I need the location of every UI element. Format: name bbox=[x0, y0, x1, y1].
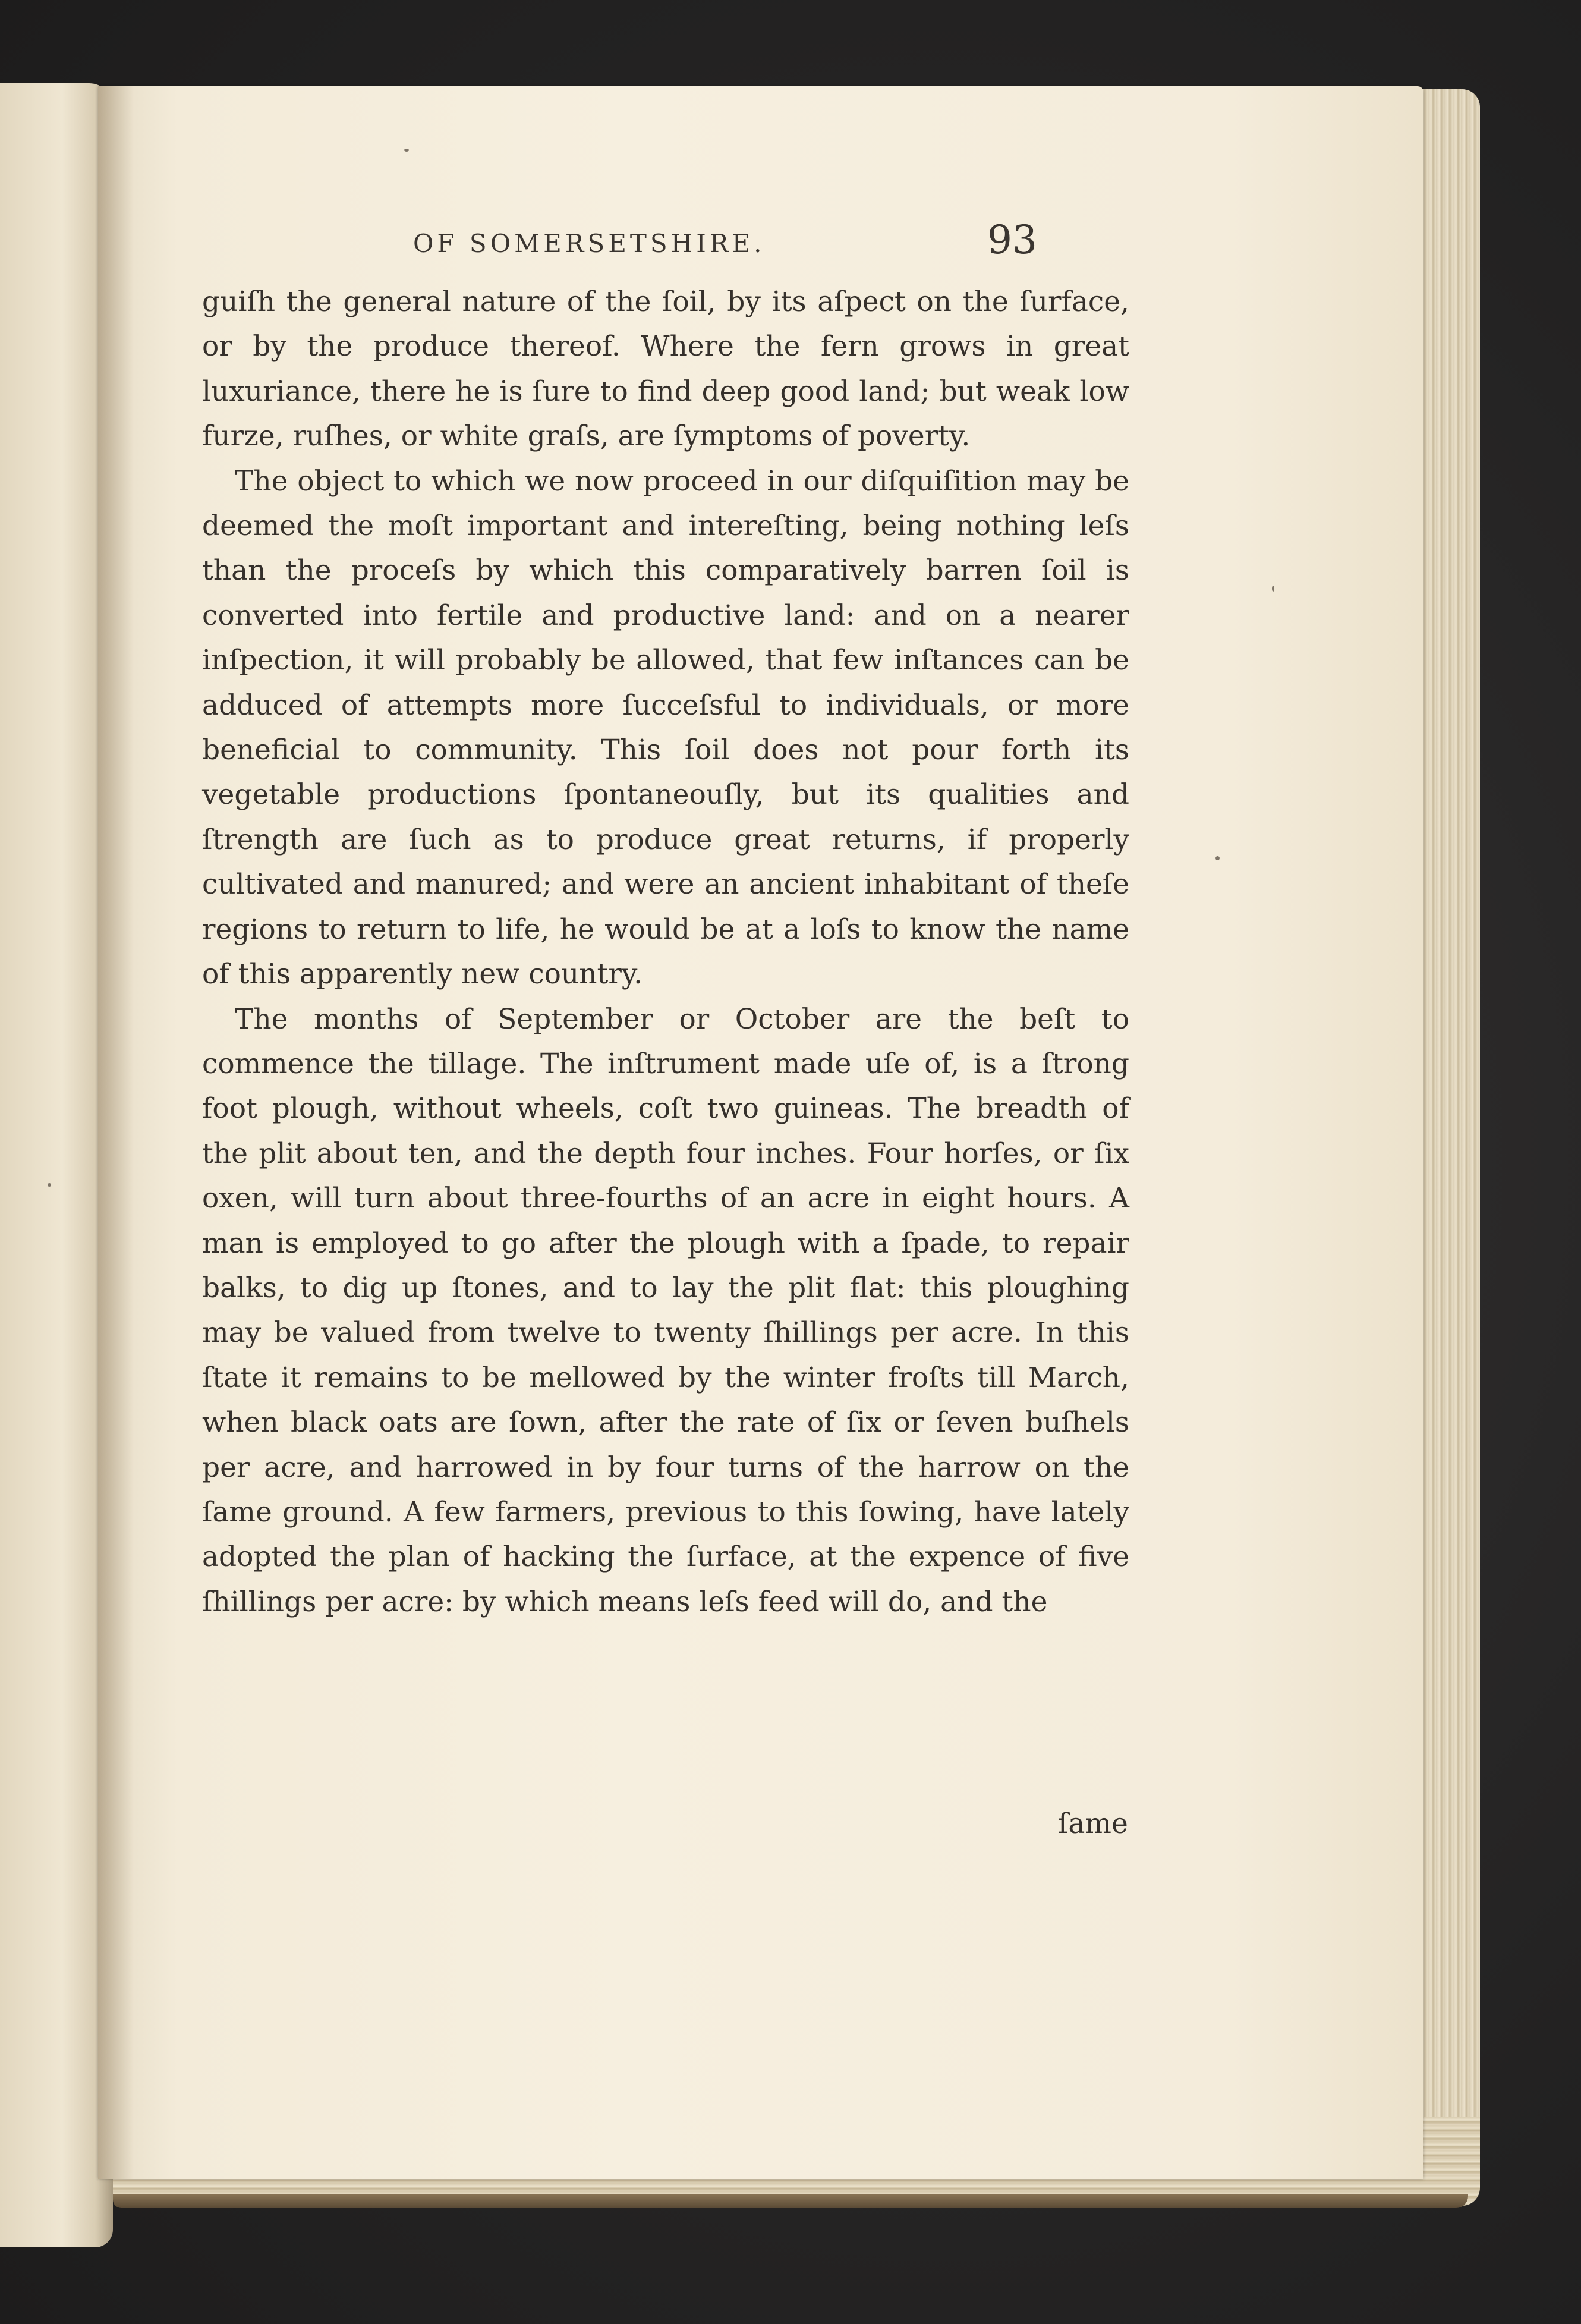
paragraph-2: The object to which we now proceed in our diſquiſition may be deemed the moſt important and intereſting, being nothing leſs than the proceſs by which this comparatively barren ſoil is converted into fertile and productive land: and on a nearer inſpection, it will probably be allowed, that few inſtances can be adduced of attempts more ſucceſsful to individuals, or more beneficial to community. This ſoil does not pour forth its vegetable productions ſpontaneouſly, but its qualities and ſtrength are ſuch as to produce great returns, if properly cultivated and manured; and were an ancient inhabitant of theſe regions to return to life, he would be at a loſs to know the name of this apparently new country. bbox=[202, 464, 1129, 991]
catchword: ſame bbox=[1058, 1807, 1128, 1840]
gutter-shadow bbox=[98, 86, 134, 2179]
paper-speck bbox=[48, 1183, 51, 1187]
paper-speck bbox=[1215, 856, 1220, 860]
paragraph-1: guiſh the general nature of the ſoil, by its aſpect on the ſurface, or by the produce thereof. Where the fern grows in great luxuriance, there he is ſure to find deep good land; but weak low furze, ruſhes, or white graſs, are ſymptoms of poverty. bbox=[202, 285, 1129, 453]
page-number: 93 bbox=[987, 217, 1037, 263]
paper-speck bbox=[404, 149, 409, 152]
running-head: OF SOMERSETSHIRE. bbox=[413, 229, 766, 258]
left-facing-page bbox=[0, 83, 113, 2247]
paragraph-3: The months of September or October are the beſt to commence the tillage. The inſtrument made uſe of, is a ſtrong foot plough, without wheels, coſt two guineas. The breadth of the plit about ten, and the depth four inches. Four horſes, or ſix oxen, will turn about three-fourths of an acre in eight hours. A man is employed to go after the plough with a ſpade, to repair balks, to dig up ſtones, and to lay the plit flat: this ploughing may be valued from twelve to twenty ſhillings per acre. In this ſtate it remains to be mellowed by the winter froſts till March, when black oats are ſown, after the rate of ſix or ſeven buſhels per acre, and harrowed in by four turns of the harrow on the ſame ground. A few farmers, previous to this ſowing, have lately adopted the plan of hacking the ſurface, at the expence of five ſhillings per acre: by which means leſs feed will do, and the bbox=[202, 1002, 1129, 1618]
body-text bbox=[202, 279, 1129, 1624]
page-header bbox=[205, 211, 1085, 276]
book-bottom-edge bbox=[113, 2194, 1468, 2208]
paper-speck bbox=[1272, 586, 1274, 592]
